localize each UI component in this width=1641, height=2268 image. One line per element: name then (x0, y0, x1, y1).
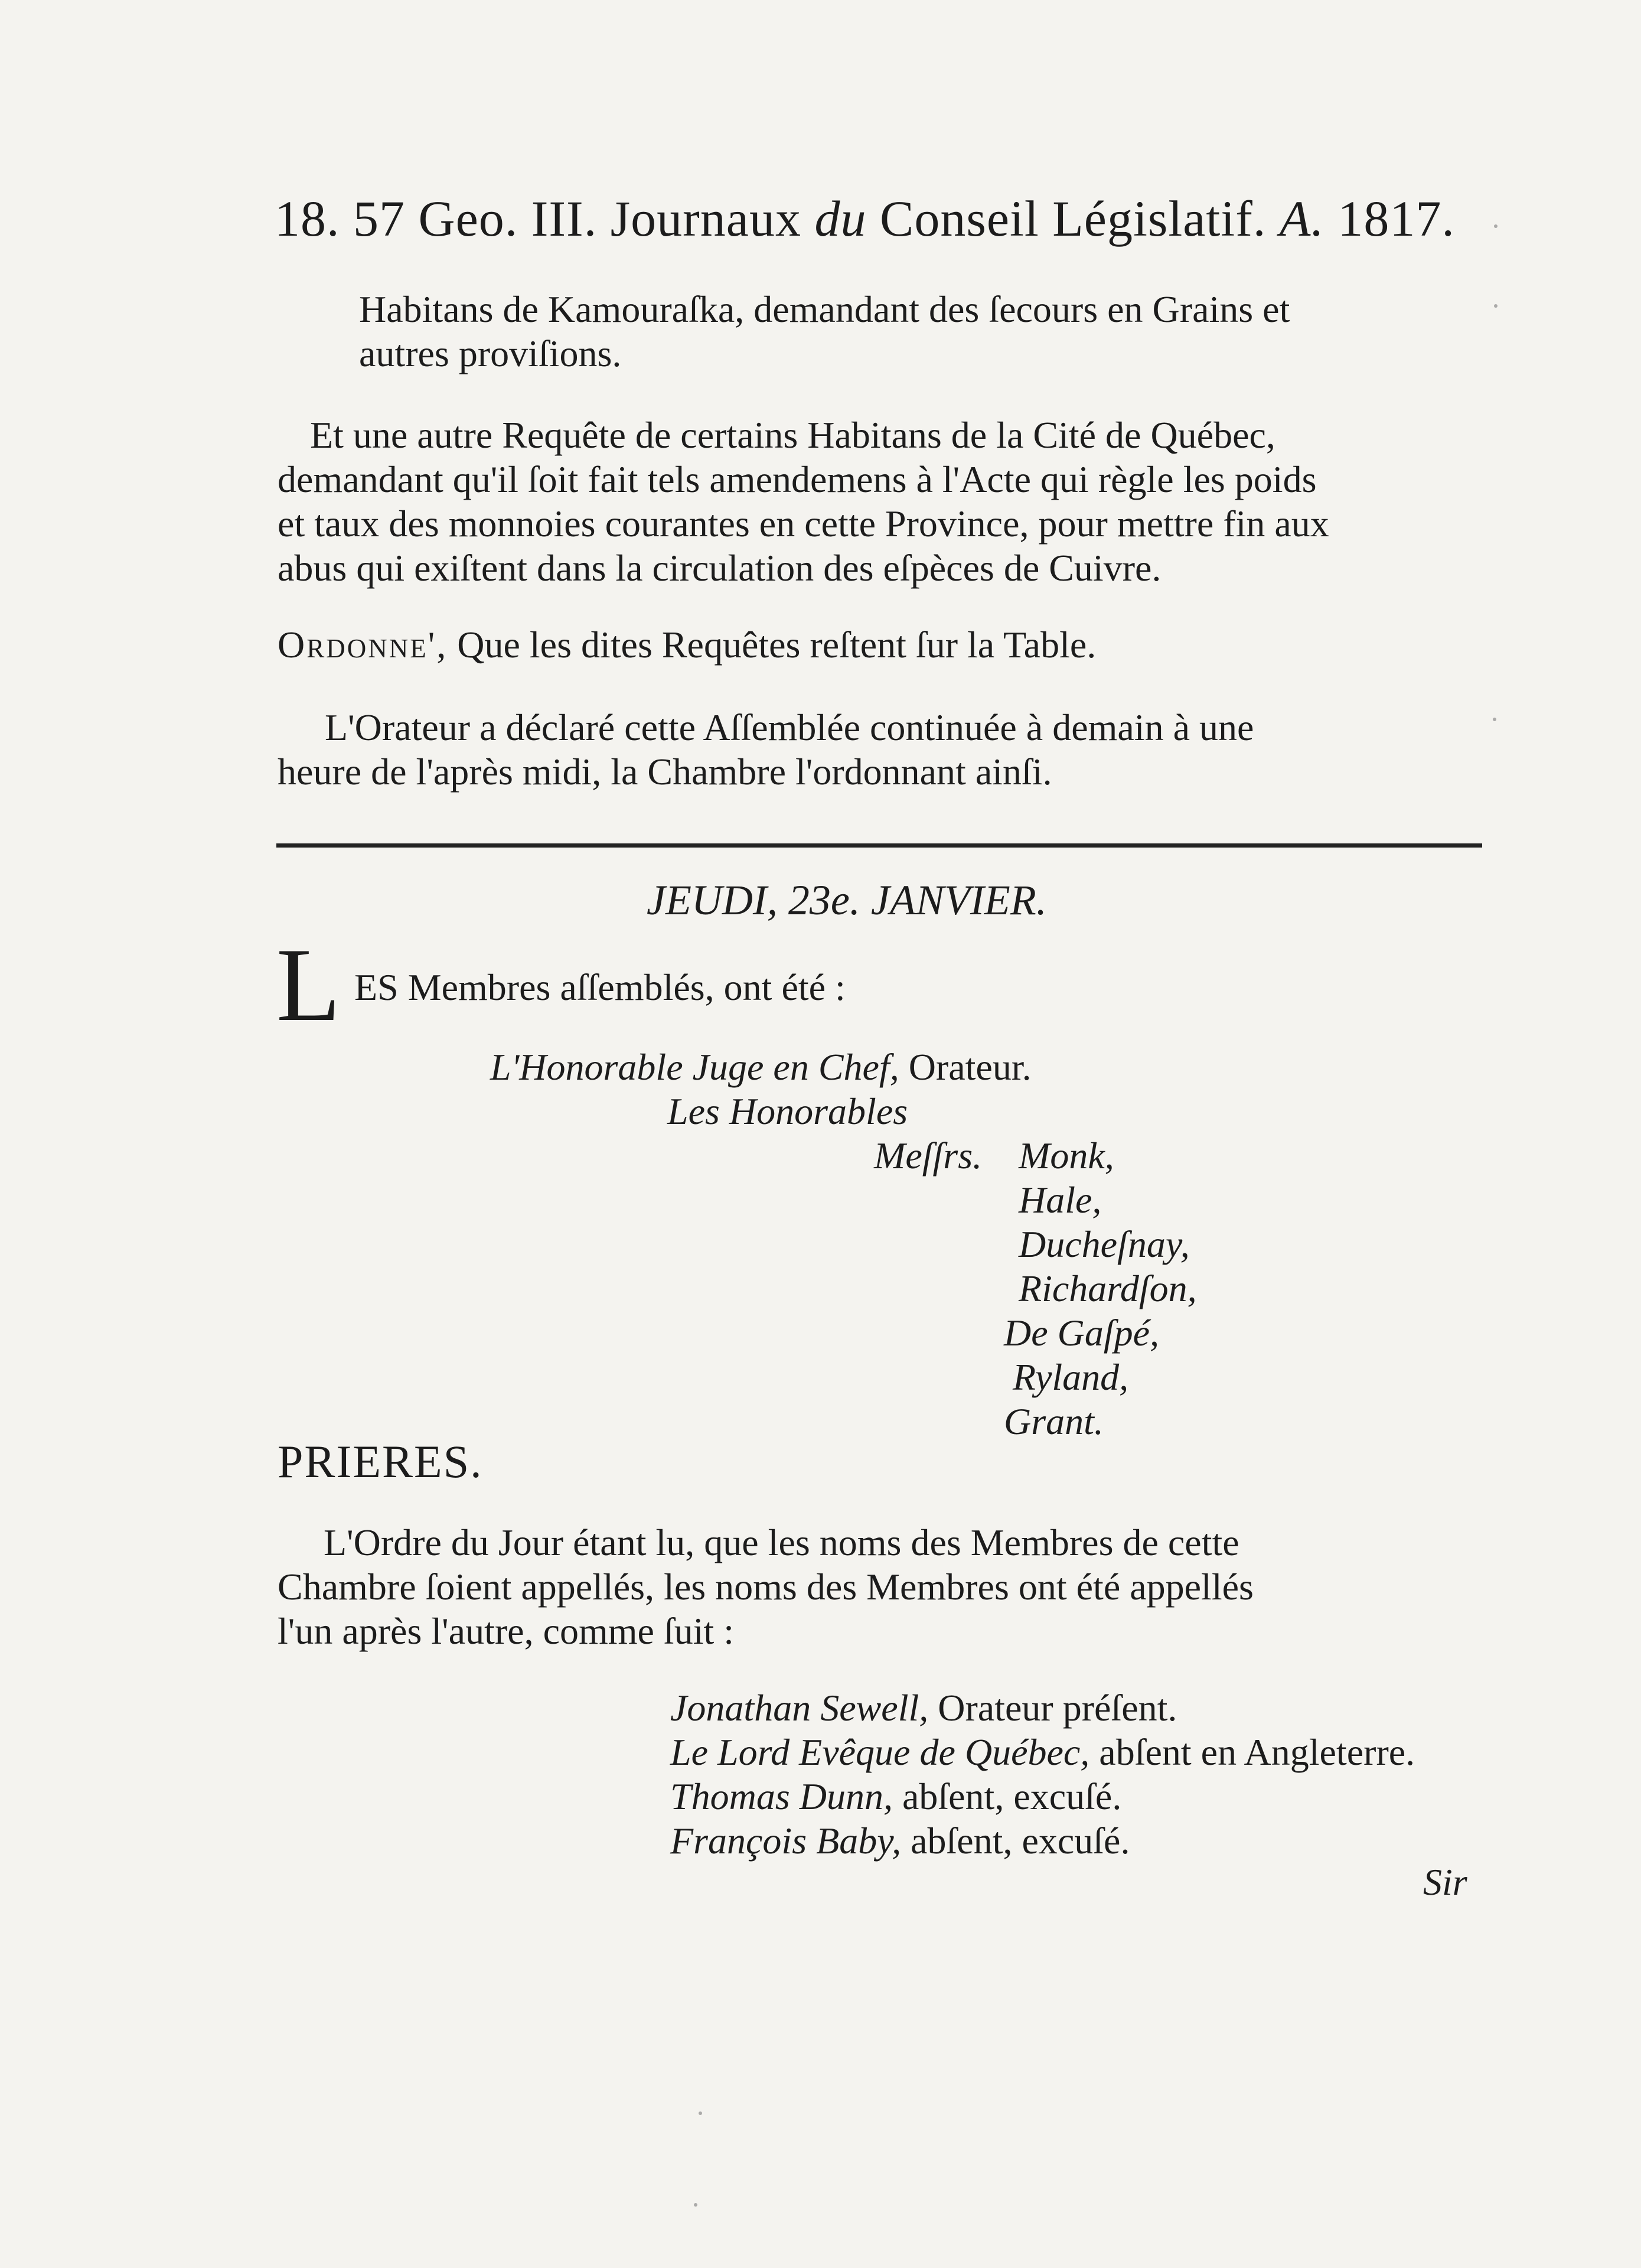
petition-line-1: Et une autre Requête de certains Habitans de la Cité de Québec, (310, 414, 1275, 456)
ordre-line-3: l'un après l'autre, comme ſuit : (278, 1610, 735, 1652)
member-name: Hale, (1019, 1179, 1102, 1221)
catchword: Sir (1423, 1861, 1467, 1903)
member-name: Ryland, (1013, 1356, 1129, 1398)
member-name: De Gaſpé, (1004, 1312, 1160, 1354)
roll-name: Jonathan Sewell, (670, 1687, 929, 1729)
journal-title-rest: Conseil Législatif (879, 190, 1253, 247)
member-name: Grant. (1004, 1400, 1104, 1442)
journal-title-du: du (814, 190, 867, 247)
roll-entry (670, 1775, 1122, 1817)
chair-line (490, 1048, 1032, 1086)
date-day: JEUDI, (647, 876, 778, 924)
orateur-line-2: heure de l'après midi, la Chambre l'ordonnant ainſi. (278, 751, 1052, 793)
date-number: 23e. (788, 876, 860, 924)
honorables-label: Les Honorables (667, 1090, 908, 1132)
roll-name: Thomas Dunn, (670, 1775, 893, 1817)
orateur-line-1: L'Orateur a déclaré cette Aſſemblée continuée à demain à une (325, 706, 1254, 748)
petition-line-4: abus qui exiſtent dans la circulation des eſpèces de Cuivre. (278, 547, 1162, 589)
roll-entry (670, 1733, 1415, 1771)
petition-line-2: demandant qu'il ſoit fait tels amendemens à l'Acte qui règle les poids (278, 458, 1317, 500)
ordonne-lead: Ordonne', (278, 624, 448, 666)
members-intro-text: ES Membres aſſemblés, ont été : (354, 966, 846, 1008)
date-month: JANVIER. (870, 876, 1047, 924)
prieres-heading: PRIERES. (278, 1436, 483, 1487)
intro-line-2: autres proviſions. (359, 333, 622, 374)
drop-cap: L (276, 926, 341, 1043)
roll-name: Le Lord Evêque de Québec, (670, 1731, 1090, 1773)
page-number: 18. (275, 190, 340, 247)
paper-speck (699, 2111, 702, 2115)
running-header (275, 189, 1455, 248)
header-separator: . (1252, 190, 1267, 247)
paper-speck (1494, 224, 1498, 228)
roll-name: François Baby, (670, 1820, 902, 1862)
roll-status: abſent, excuſé. (902, 1775, 1122, 1817)
journal-title: Journaux (610, 190, 801, 247)
chair-title: L'Honorable Juge en Chef, (490, 1046, 899, 1088)
roll-entry (670, 1689, 1177, 1727)
messrs-label: Meſſrs. (874, 1135, 983, 1177)
date-heading (647, 876, 1047, 924)
paper-speck (694, 2203, 697, 2207)
intro-line-1: Habitans de Kamouraſka, demandant des ſecours en Grains et (359, 288, 1290, 330)
member-name: Ducheſnay, (1019, 1223, 1190, 1265)
chair-role: Orateur. (908, 1046, 1032, 1088)
ordonne-paragraph (278, 626, 1096, 664)
paper-speck (1494, 304, 1498, 308)
petition-line-3: et taux des monnoies courantes en cette Province, pour mettre fin aux (278, 503, 1329, 545)
roll-status: abſent, excuſé. (911, 1820, 1130, 1862)
ordre-line-1: L'Ordre du Jour étant lu, que les noms des Membres de cette (324, 1521, 1239, 1563)
ordonne-text: Que les dites Requêtes reſtent ſur la Table. (457, 624, 1097, 666)
section-divider (276, 843, 1482, 848)
roll-entry (670, 1822, 1130, 1860)
year-abbrev: A. (1279, 190, 1324, 247)
reign-year: 57 Geo. III. (353, 190, 598, 247)
year: 1817. (1337, 190, 1455, 247)
roll-status: Orateur préſent. (938, 1687, 1177, 1729)
ordre-line-2: Chambre ſoient appellés, les noms des Membres ont été appellés (278, 1566, 1254, 1608)
paper-speck (1493, 718, 1496, 721)
member-name: Monk, (1019, 1135, 1114, 1177)
member-name: Richardſon, (1019, 1267, 1197, 1309)
roll-status: abſent en Angleterre. (1099, 1731, 1415, 1773)
